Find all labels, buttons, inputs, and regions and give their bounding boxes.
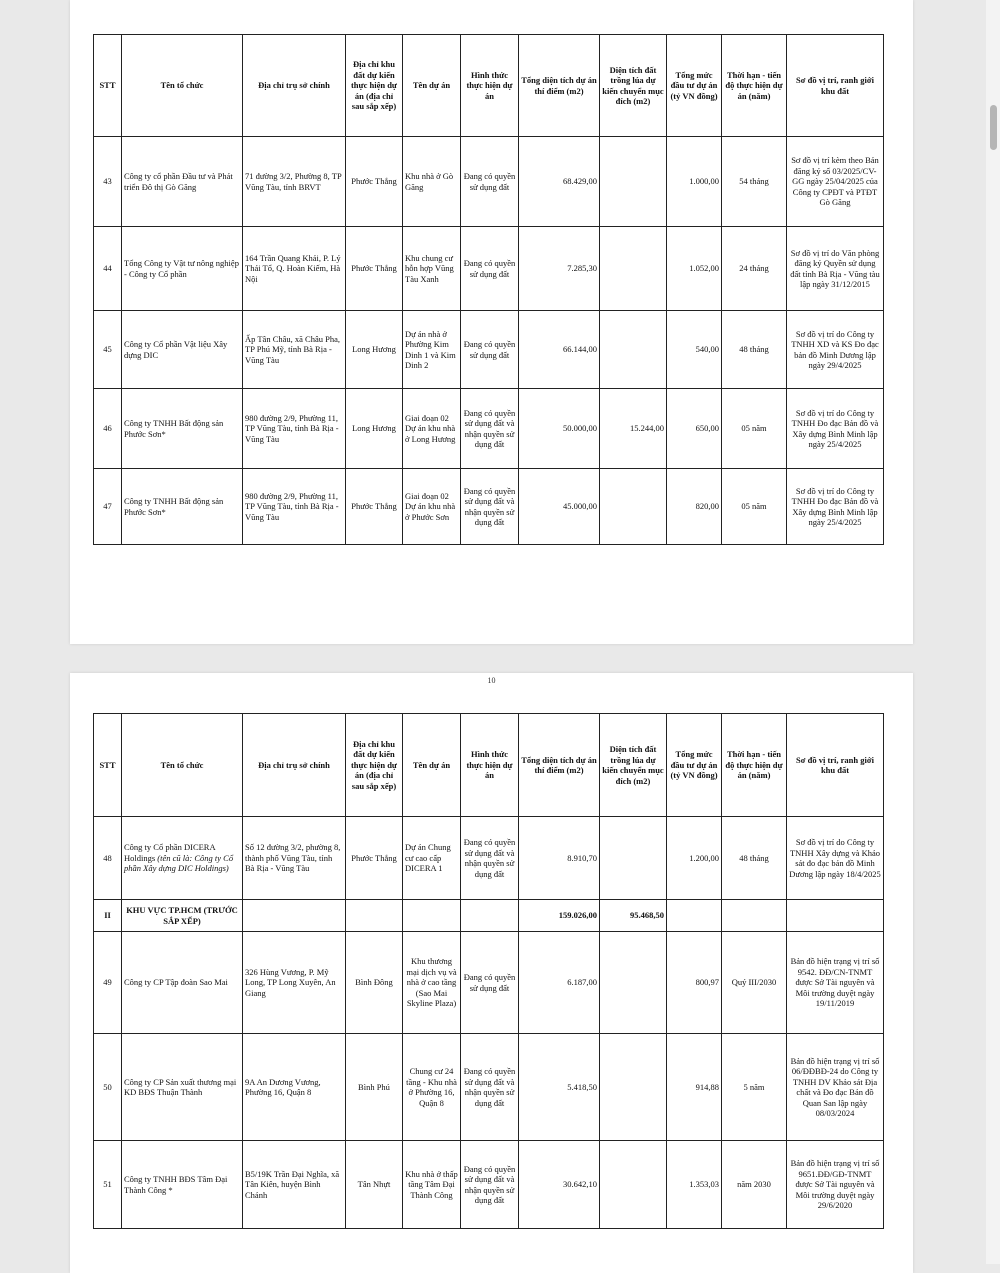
table-header-row [94,714,884,817]
header-org: Tên tổ chức [122,714,243,817]
cell-org: Công ty TNHH BĐS Tâm Đại Thành Công * [122,1141,243,1229]
cell-time: Quý III/2030 [722,932,787,1034]
cell-area: 66.144,00 [519,311,600,389]
header-time: Thời hạn - tiến độ thực hiện dự án (năm) [722,714,787,817]
cell-map: Sơ đồ vị trí do Công ty TNHH Đo đạc Bản đồ và Xây dựng Bình Minh lập ngày 25/4/2025 [787,469,884,545]
cell-location: Tân Nhựt [346,1141,403,1229]
cell-org: Công ty TNHH Bất động sản Phước Sơn* [122,389,243,469]
header-invest: Tổng mức đầu tư dự án (tỷ VN đồng) [667,35,722,137]
cell-form: Đang có quyền sử dụng đất [461,227,519,311]
cell-time: 05 năm [722,389,787,469]
cell-form: Đang có quyền sử dụng đất và nhận quyền sử dụng đất [461,1141,519,1229]
cell-invest: 820,00 [667,469,722,545]
cell-project: Giai đoạn 02 Dự án khu nhà ở Phước Sơn [403,469,461,545]
cell-map: Sơ đồ vị trí do Văn phòng đăng ký Quyền sử dụng đất tỉnh Bà Rịa - Vũng tàu lập ngày 31/12/2015 [787,227,884,311]
table-row [94,137,884,227]
org-name: Công ty Cổ phần DICERA Holdings [124,842,216,863]
document-page-10 [70,673,913,1273]
cell-location: Phước Thắng [346,227,403,311]
cell-address: 326 Hùng Vương, P. Mỹ Long, TP Long Xuyên, An Giang [243,932,346,1034]
header-location: Địa chỉ khu đất dự kiến thực hiện dự án (địa chỉ sau sắp xếp) [346,714,403,817]
section-name: KHU VỰC TP.HCM (TRƯỚC SẮP XẾP) [122,900,243,932]
table-row [94,227,884,311]
cell-time: 48 tháng [722,817,787,900]
cell-address: Số 12 đường 3/2, phường 8, thành phố Vũng Tàu, tỉnh Bà Rịa - Vũng Tàu [243,817,346,900]
cell-rice: 15.244,00 [600,389,667,469]
header-address: Địa chỉ trụ sở chính [243,35,346,137]
cell-location: Bình Đông [346,932,403,1034]
page-number: 10 [487,676,496,685]
cell-area: 6.187,00 [519,932,600,1034]
cell-form: Đang có quyền sử dụng đất và nhận quyền sử dụng đất [461,817,519,900]
header-invest: Tổng mức đầu tư dự án (tỷ VN đồng) [667,714,722,817]
section-row [94,900,884,932]
cell-stt: 44 [94,227,122,311]
table-row [94,389,884,469]
table-row [94,1141,884,1229]
cell-invest: 800,97 [667,932,722,1034]
cell-rice [600,311,667,389]
cell-map: Sơ đồ vị trí do Công ty TNHH XD và KS Đo đạc bản đồ Minh Dương lập ngày 29/4/2025 [787,311,884,389]
cell-form: Đang có quyền sử dụng đất và nhận quyền sử dụng đất [461,1034,519,1141]
table-row [94,469,884,545]
table-row [94,311,884,389]
cell-area: 50.000,00 [519,389,600,469]
cell-address: 980 đường 2/9, Phường 11, TP Vũng Tàu, tỉnh Bà Rịa - Vũng Tàu [243,389,346,469]
cell-project: Khu nhà ở Gò Găng [403,137,461,227]
cell-area: 7.285,30 [519,227,600,311]
header-location: Địa chỉ khu đất dự kiến thực hiện dự án (địa chỉ sau sắp xếp) [346,35,403,137]
cell-org: Công ty Cổ phần Vật liệu Xây dựng DIC [122,311,243,389]
cell-map: Bản đồ hiện trạng vị trí số 06/ĐĐBĐ-24 do Công ty TNHH DV Khảo sát Địa chất và Đo đạc Bản đồ Quan San lập ngày 08/03/2024 [787,1034,884,1141]
cell-time: 54 tháng [722,137,787,227]
cell-address: 980 đường 2/9, Phường 11, TP Vũng Tàu, tỉnh Bà Rịa - Vũng Tàu [243,469,346,545]
cell-rice [600,227,667,311]
cell-stt: 47 [94,469,122,545]
cell-location: Bình Phú [346,1034,403,1141]
cell-org: Công ty TNHH Bất động sản Phước Sơn* [122,469,243,545]
table-row [94,932,884,1034]
cell-time: 24 tháng [722,227,787,311]
cell-org: Công ty cổ phần Đầu tư và Phát triển Đô thị Gò Găng [122,137,243,227]
header-form: Hình thức thực hiện dự án [461,714,519,817]
header-form: Hình thức thực hiện dự án [461,35,519,137]
cell-project: Chung cư 24 tầng - Khu nhà ở Phường 16, Quận 8 [403,1034,461,1141]
cell-form: Đang có quyền sử dụng đất [461,137,519,227]
cell-stt: 51 [94,1141,122,1229]
cell-map: Bản đồ hiện trạng vị trí số 9651.ĐĐ/GĐ-TNMT được Sở Tài nguyên và Môi trường duyệt ngày 29/6/2020 [787,1141,884,1229]
cell-org: Công ty CP Sản xuất thương mại KD BĐS Thuận Thành [122,1034,243,1141]
cell-area: 8.910,70 [519,817,600,900]
header-project: Tên dự án [403,714,461,817]
cell-address: 164 Trần Quang Khải, P. Lý Thái Tổ, Q. Hoàn Kiếm, Hà Nội [243,227,346,311]
header-area: Tổng diện tích dự án thí điểm (m2) [519,714,600,817]
cell-address: Ấp Tân Châu, xã Châu Pha, TP Phú Mỹ, tỉnh Bà Rịa - Vũng Tàu [243,311,346,389]
cell-location: Long Hương [346,311,403,389]
cell-location: Long Hương [346,389,403,469]
cell-map: Sơ đồ vị trí kèm theo Bản đăng ký số 03/2025/CV-GG ngày 25/04/2025 của Công ty CPĐT và PTĐT Gò Găng [787,137,884,227]
cell-org [122,817,243,900]
cell-rice [600,469,667,545]
cell-time: 05 năm [722,469,787,545]
scrollbar-thumb[interactable] [990,105,997,150]
header-stt: STT [94,35,122,137]
cell-invest: 1.052,00 [667,227,722,311]
vertical-scrollbar[interactable] [986,0,1000,1264]
header-rice: Diện tích đất trồng lúa dự kiến chuyển mục đích (m2) [600,35,667,137]
header-rice: Diện tích đất trồng lúa dự kiến chuyển mục đích (m2) [600,714,667,817]
section-rice-total: 95.468,50 [600,900,667,932]
cell-stt: 43 [94,137,122,227]
cell-form: Đang có quyền sử dụng đất và nhận quyền sử dụng đất [461,389,519,469]
cell-area: 45.000,00 [519,469,600,545]
document-page-9 [70,0,913,644]
cell-project: Dự án nhà ở Phường Kim Dinh 1 và Kim Dinh 2 [403,311,461,389]
cell-map: Bản đồ hiện trạng vị trí số 9542. ĐĐ/CN-TNMT được Sở Tài nguyên và Môi trường duyệt ngày 19/11/2019 [787,932,884,1034]
cell-map: Sơ đồ vị trí do Công ty TNHH Đo đạc Bản đồ và Xây dựng Bình Minh lập ngày 25/4/2025 [787,389,884,469]
cell-rice [600,1034,667,1141]
header-project: Tên dự án [403,35,461,137]
cell-form: Đang có quyền sử dụng đất [461,932,519,1034]
cell-address: 71 đường 3/2, Phường 8, TP Vũng Tàu, tỉnh BRVT [243,137,346,227]
header-map: Sơ đồ vị trí, ranh giới khu đất [787,714,884,817]
cell-address: B5/19K Trần Đại Nghĩa, xã Tân Kiên, huyện Bình Chánh [243,1141,346,1229]
cell-org: Tổng Công ty Vật tư nông nghiệp - Công ty Cổ phần [122,227,243,311]
cell-project: Dự án Chung cư cao cấp DICERA 1 [403,817,461,900]
table-header-row [94,35,884,137]
header-map: Sơ đồ vị trí, ranh giới khu đất [787,35,884,137]
cell-area: 30.642,10 [519,1141,600,1229]
cell-rice [600,932,667,1034]
header-address: Địa chỉ trụ sở chính [243,714,346,817]
table-row [94,1034,884,1141]
cell-form: Đang có quyền sử dụng đất và nhận quyền sử dụng đất [461,469,519,545]
project-table-page-9 [93,34,884,545]
cell-rice [600,137,667,227]
project-table-page-10 [93,713,884,1229]
cell-time: 5 năm [722,1034,787,1141]
org-former-name: (tên cũ là: Công ty Cổ phần Xây dựng DIC Holdings) [124,852,234,874]
cell-project: Khu thương mại dịch vụ và nhà ở cao tầng (Sao Mai Skyline Plaza) [403,932,461,1034]
cell-stt: 48 [94,817,122,900]
table-row [94,817,884,900]
cell-location: Phước Thắng [346,817,403,900]
cell-invest: 1.353,03 [667,1141,722,1229]
cell-invest: 914,88 [667,1034,722,1141]
cell-map: Sơ đồ vị trí do Công ty TNHH Xây dựng và Khảo sát đo đạc bản đồ Minh Dương lập ngày 18/4/2025 [787,817,884,900]
cell-address: 9A An Dương Vương, Phường 16, Quận 8 [243,1034,346,1141]
cell-project: Khu nhà ở thấp tầng Tâm Đại Thành Công [403,1141,461,1229]
cell-location: Phước Thắng [346,137,403,227]
cell-rice [600,817,667,900]
header-org: Tên tổ chức [122,35,243,137]
header-time: Thời hạn - tiến độ thực hiện dự án (năm) [722,35,787,137]
cell-rice [600,1141,667,1229]
cell-org: Công ty CP Tập đoàn Sao Mai [122,932,243,1034]
cell-area: 68.429,00 [519,137,600,227]
header-area: Tổng diện tích dự án thí điểm (m2) [519,35,600,137]
cell-project: Giai đoạn 02 Dự án khu nhà ở Long Hương [403,389,461,469]
cell-stt: 46 [94,389,122,469]
header-stt: STT [94,714,122,817]
cell-invest: 540,00 [667,311,722,389]
cell-stt: 50 [94,1034,122,1141]
cell-invest: 650,00 [667,389,722,469]
cell-location: Phước Thắng [346,469,403,545]
cell-stt: 45 [94,311,122,389]
cell-area: 5.418,50 [519,1034,600,1141]
cell-stt: 49 [94,932,122,1034]
cell-project: Khu chung cư hỗn hợp Vũng Tàu Xanh [403,227,461,311]
cell-invest: 1.200,00 [667,817,722,900]
cell-form: Đang có quyền sử dụng đất [461,311,519,389]
cell-time: năm 2030 [722,1141,787,1229]
section-stt: II [94,900,122,932]
cell-invest: 1.000,00 [667,137,722,227]
section-area-total: 159.026,00 [519,900,600,932]
cell-time: 48 tháng [722,311,787,389]
